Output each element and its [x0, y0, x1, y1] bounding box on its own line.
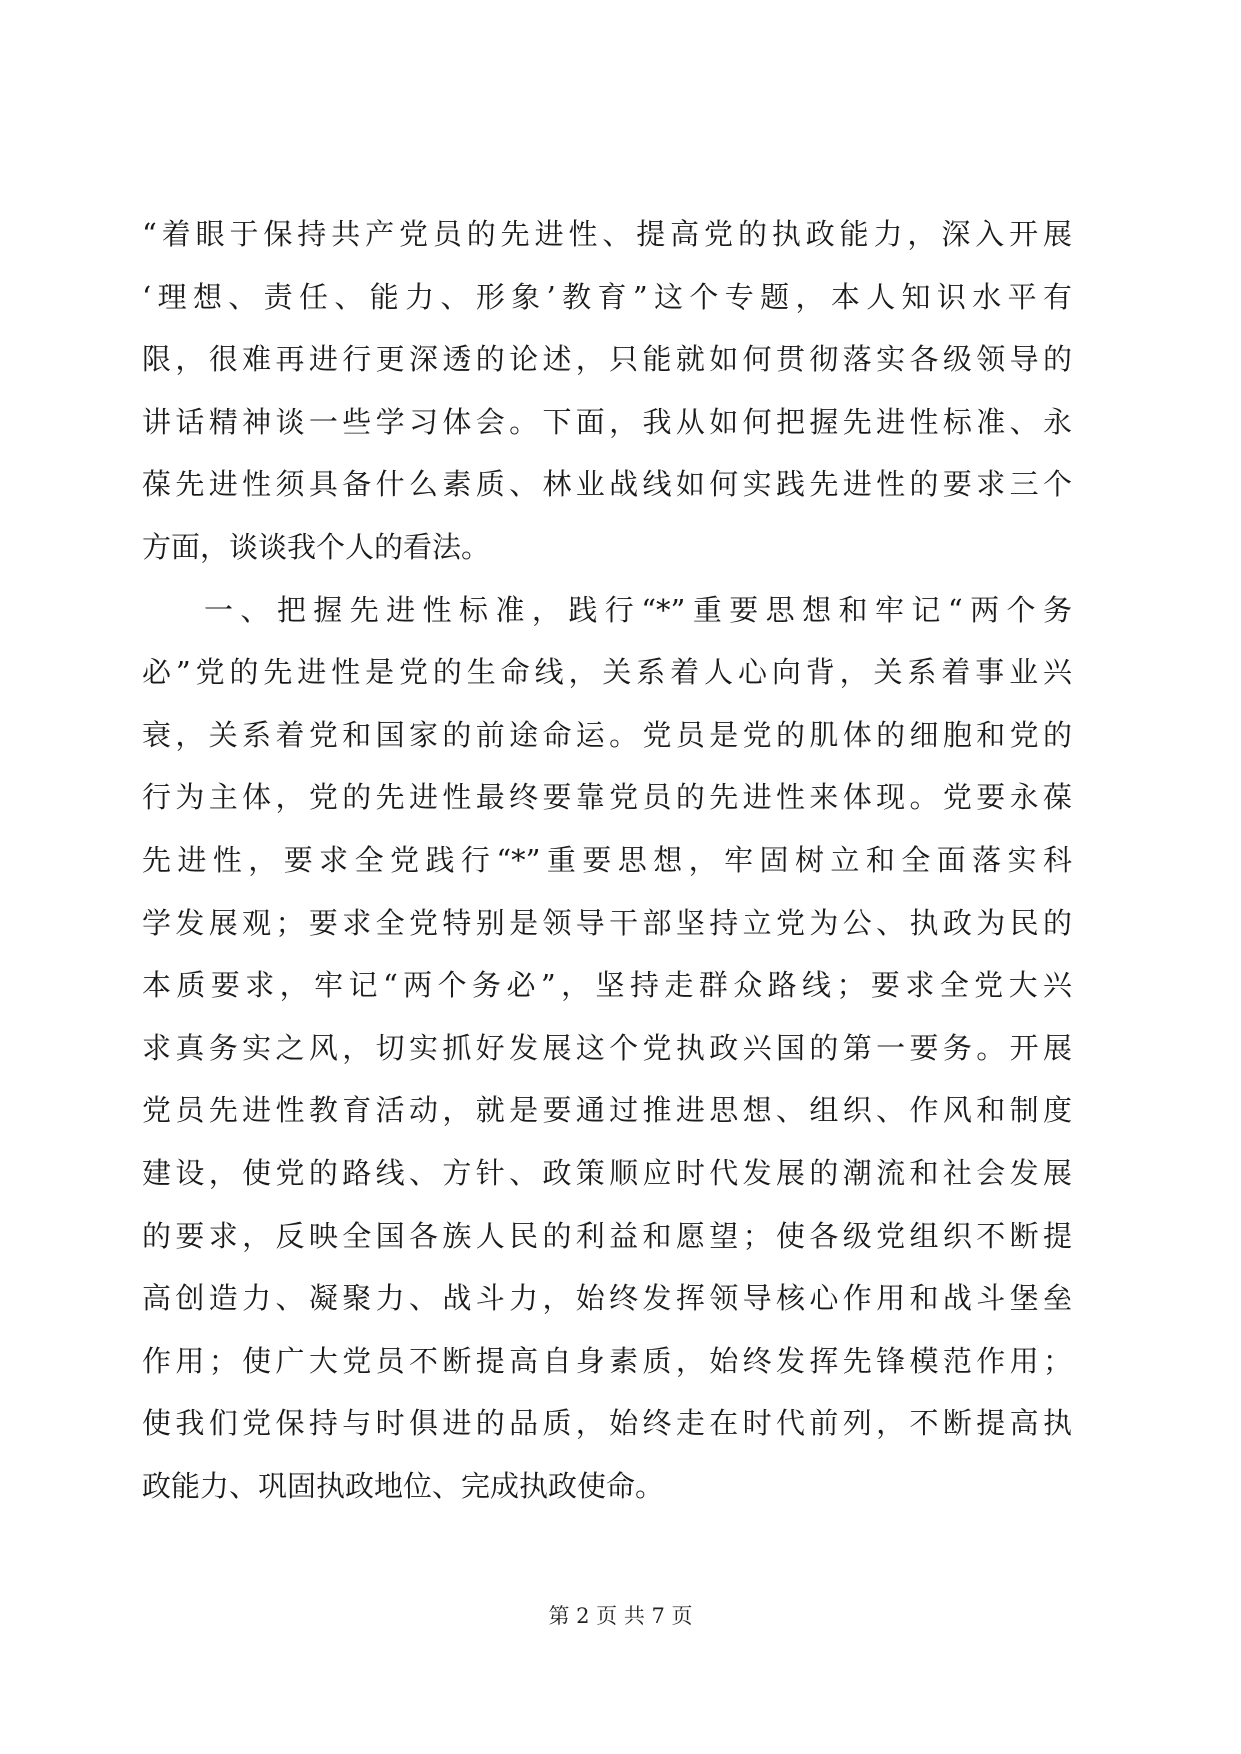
section-heading-line: 一、把握先进性标准，践行“*”重要思想和牢记“两个务	[204, 592, 1072, 627]
text-line: 限，很难再进行更深透的论述，只能就如何贯彻落实各级领导的	[142, 342, 1072, 377]
body-text	[142, 203, 1072, 1517]
text-line: 讲话精神谈一些学习体会。下面，我从如何把握先进性标准、永	[142, 404, 1072, 439]
text-line: ‘理想、责任、能力、形象’教育”这个专题，本人知识水平有	[142, 279, 1072, 314]
text-line: 衰，关系着党和国家的前途命运。党员是党的肌体的细胞和党的	[142, 717, 1072, 752]
text-line: 的要求，反映全国各族人民的利益和愿望；使各级党组织不断提	[142, 1218, 1072, 1253]
text-line: 高创造力、凝聚力、战斗力，始终发挥领导核心作用和战斗堡垒	[142, 1281, 1072, 1316]
text-line: 必”党的先进性是党的生命线，关系着人心向背，关系着事业兴	[142, 655, 1072, 690]
text-line: 葆先进性须具备什么素质、林业战线如何实践先进性的要求三个	[142, 467, 1072, 502]
text-line: 建设，使党的路线、方针、政策顺应时代发展的潮流和社会发展	[142, 1155, 1072, 1190]
text-line: 党员先进性教育活动，就是要通过推进思想、组织、作风和制度	[142, 1093, 1072, 1128]
text-line: 政能力、巩固执政地位、完成执政使命。	[142, 1468, 665, 1503]
text-line: 方面，谈谈我个人的看法。	[142, 529, 491, 564]
text-line: 求真务实之风，切实抓好发展这个党执政兴国的第一要务。开展	[142, 1030, 1072, 1065]
text-line: 学发展观；要求全党特别是领导干部坚持立党为公、执政为民的	[142, 905, 1072, 940]
text-line: 作用；使广大党员不断提高自身素质，始终发挥先锋模范作用；	[142, 1343, 1072, 1378]
page-number-footer: 第 2 页 共 7 页	[548, 1604, 693, 1628]
text-line: “着眼于保持共产党员的先进性、提高党的执政能力，深入开展	[142, 217, 1072, 251]
text-line: 使我们党保持与时俱进的品质，始终走在时代前列，不断提高执	[142, 1406, 1072, 1441]
text-line: 本质要求，牢记“两个务必”，坚持走群众路线；要求全党大兴	[142, 968, 1072, 1003]
text-line: 行为主体，党的先进性最终要靠党员的先进性来体现。党要永葆	[142, 780, 1072, 815]
text-line: 先进性，要求全党践行“*”重要思想，牢固树立和全面落实科	[142, 842, 1072, 877]
